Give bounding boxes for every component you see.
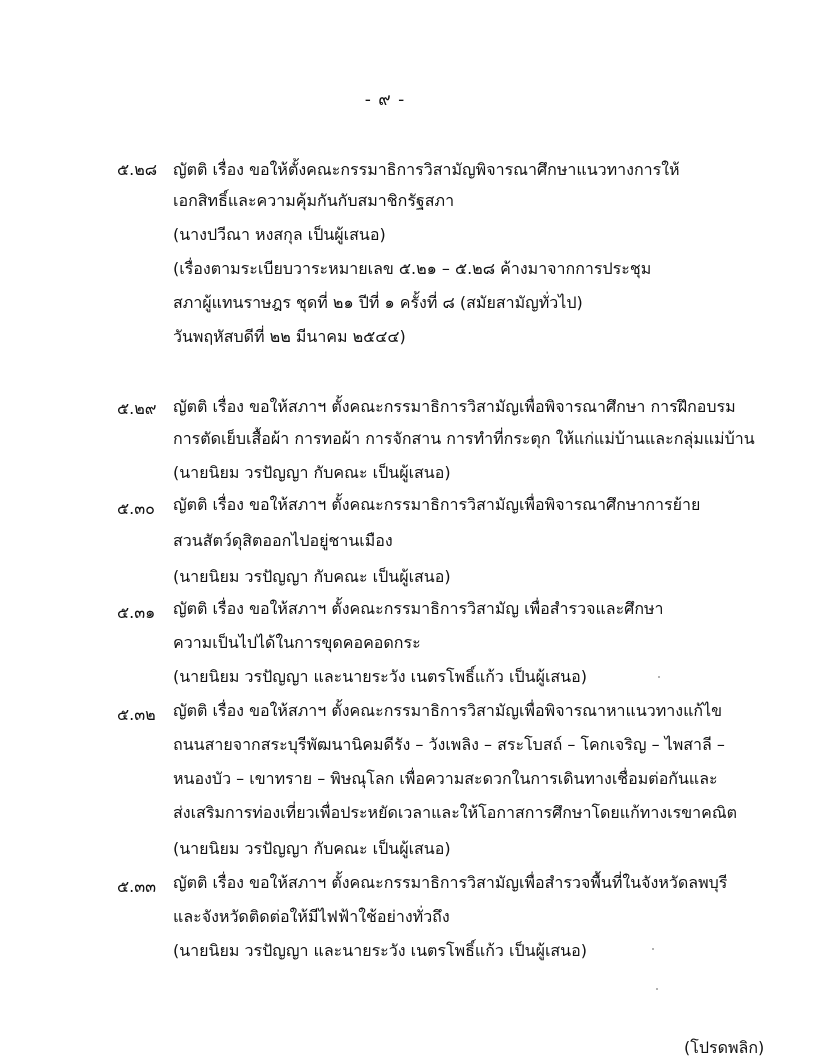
scan-speck bbox=[656, 988, 658, 990]
item-text-line: ญัตติ เรื่อง ขอให้สภาฯ ตั้งคณะกรรมาธิการวิสามัญ เพื่อสำรวจและศึกษา bbox=[173, 599, 664, 618]
item-text-line: ส่งเสริมการท่องเที่ยวเพื่อประหยัดเวลาและให้โอกาสการศึกษาโดยแก้ทางเรขาคณิต bbox=[173, 803, 738, 822]
item-number: ๕.๓๓ bbox=[117, 877, 157, 896]
item-text-line: ญัตติ เรื่อง ขอให้สภาฯ ตั้งคณะกรรมาธิการวิสามัญเพื่อสำรวจพื้นที่ในจังหวัดลพบุรี bbox=[173, 873, 728, 892]
item-text-line: ญัตติ เรื่อง ขอให้สภาฯ ตั้งคณะกรรมาธิการวิสามัญเพื่อพิจารณาศึกษาการย้าย bbox=[173, 495, 701, 514]
item-text-line: สภาผู้แทนราษฎร ชุดที่ ๒๑ ปีที่ ๑ ครั้งที่ ๘ (สมัยสามัญทั่วไป) bbox=[173, 293, 583, 312]
item-proposer: (นายนิยม วรปัญญา และนายระวัง เนตรโพธิ์แก้ว เป็นผู้เสนอ) bbox=[173, 667, 587, 686]
item-text-line: ญัตติ เรื่อง ขอให้สภาฯ ตั้งคณะกรรมาธิการวิสามัญเพื่อพิจารณาหาแนวทางแก้ไข bbox=[173, 701, 723, 720]
item-number: ๕.๓๐ bbox=[117, 499, 155, 518]
page-number: - ๙ - bbox=[364, 90, 406, 110]
item-text-line: เอกสิทธิ์และความคุ้มกันกับสมาชิกรัฐสภา bbox=[173, 191, 455, 210]
scan-speck bbox=[658, 676, 660, 678]
item-text-line: สวนสัตว์ดุสิตออกไปอยู่ชานเมือง bbox=[173, 531, 393, 550]
item-text-line: (เรื่องตามระเบียบวาระหมายเลข ๕.๒๑ – ๕.๒๘ ค้างมาจากการประชุม bbox=[173, 259, 652, 278]
item-text-line: ถนนสายจากสระบุรีพัฒนานิคมดีรัง – วังเพลิง – สระโบสถ์ – โคกเจริญ – ไพสาลี – bbox=[173, 735, 725, 754]
item-proposer: (นายนิยม วรปัญญา กับคณะ เป็นผู้เสนอ) bbox=[173, 567, 451, 586]
item-text-line: ความเป็นไปได้ในการขุดคอคอดกระ bbox=[173, 633, 421, 652]
item-number: ๕.๒๙ bbox=[117, 399, 157, 418]
scan-speck bbox=[652, 948, 654, 950]
item-proposer: (นางปวีณา หงสกุล เป็นผู้เสนอ) bbox=[173, 225, 386, 244]
item-proposer: (นายนิยม วรปัญญา กับคณะ เป็นผู้เสนอ) bbox=[173, 839, 451, 858]
item-text-line: การตัดเย็บเสื้อผ้า การทอผ้า การจักสาน การทำที่กระตุก ให้แก่แม่บ้านและกลุ่มแม่บ้าน bbox=[173, 429, 755, 448]
item-text-line: ญัตติ เรื่อง ขอให้ตั้งคณะกรรมาธิการวิสามัญพิจารณาศึกษาแนวทางการให้ bbox=[173, 160, 680, 179]
item-number: ๕.๓๒ bbox=[117, 705, 156, 724]
item-text-line: วันพฤหัสบดีที่ ๒๒ มีนาคม ๒๕๔๔) bbox=[173, 327, 406, 346]
item-number: ๕.๓๑ bbox=[117, 603, 156, 622]
item-number: ๕.๒๘ bbox=[117, 160, 158, 179]
item-text-line: หนองบัว – เขาทราย – พิษณุโลก เพื่อความสะดวกในการเดินทางเชื่อมต่อกันและ bbox=[173, 769, 718, 788]
please-turn-over-note: (โปรดพลิก) bbox=[684, 1038, 765, 1057]
item-proposer: (นายนิยม วรปัญญา และนายระวัง เนตรโพธิ์แก้ว เป็นผู้เสนอ) bbox=[173, 941, 587, 960]
item-text-line: ญัตติ เรื่อง ขอให้สภาฯ ตั้งคณะกรรมาธิการวิสามัญเพื่อพิจารณาศึกษา การฝึกอบรม bbox=[173, 397, 736, 416]
item-text-line: และจังหวัดติดต่อให้มีไฟฟ้าใช้อย่างทั่วถึง bbox=[173, 907, 450, 926]
item-proposer: (นายนิยม วรปัญญา กับคณะ เป็นผู้เสนอ) bbox=[173, 463, 451, 482]
